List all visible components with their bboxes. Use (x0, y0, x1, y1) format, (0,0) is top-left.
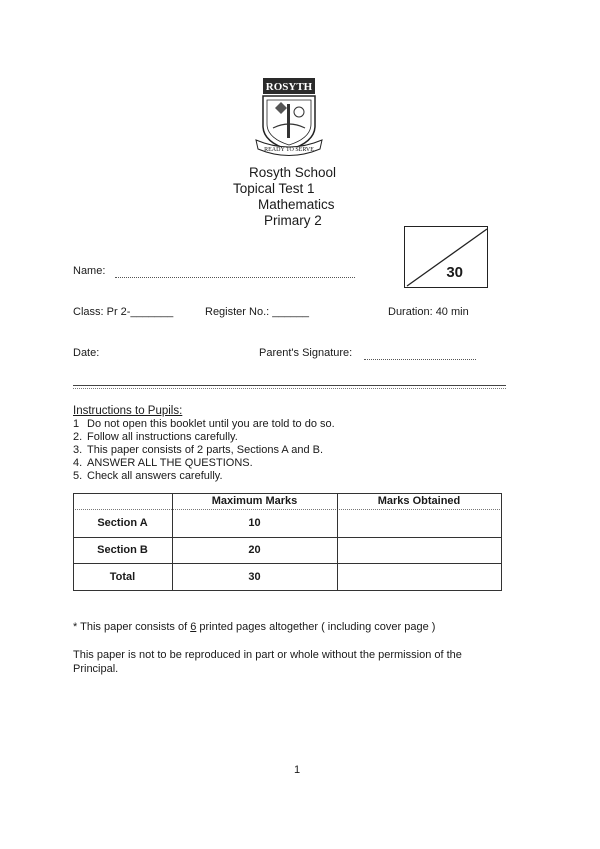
pages-note: * This paper consists of 6 printed pages altogether ( including cover page ) (73, 621, 436, 633)
copyright-note: This paper is not to be reproduced in part or whole without the permission of the Principal. (73, 649, 462, 675)
instructions-title: Instructions to Pupils: (73, 405, 183, 417)
class-field[interactable]: Class: Pr 2-_______ (73, 306, 174, 318)
section-divider (73, 385, 506, 386)
row-marks-obtained[interactable] (337, 509, 501, 537)
signature-field[interactable] (364, 359, 476, 360)
header-marks-obtained: Marks Obtained (377, 495, 461, 507)
duration-text: Duration: 40 min (388, 306, 469, 318)
section-divider-dotted (73, 388, 506, 389)
row-section-label: Total (109, 570, 136, 583)
row-marks-obtained[interactable] (337, 563, 501, 590)
signature-label: Parent's Signature: (259, 347, 353, 359)
instruction-item: 5. Check all answers carefully. (73, 470, 223, 482)
crest-motto-text: READY TO SERVE (264, 147, 314, 153)
test-name: Topical Test 1 (233, 181, 315, 196)
school-name: Rosyth School (249, 165, 337, 180)
row-section-label: Section B (97, 544, 148, 556)
register-field[interactable]: Register No.: ______ (205, 306, 309, 318)
score-box (404, 226, 488, 288)
row-max-marks: 10 (248, 517, 261, 529)
instruction-item: 2. Follow all instructions carefully. (73, 431, 238, 443)
date-label: Date: (73, 347, 100, 359)
header-maximum-marks: Maximum Marks (211, 495, 298, 507)
instruction-item: 4. ANSWER ALL THE QUESTIONS. (73, 457, 253, 469)
row-max-marks: 30 (248, 570, 261, 583)
name-label: Name: (73, 265, 106, 277)
instruction-item: 3. This paper consists of 2 parts, Sections A and B. (73, 444, 324, 456)
pages-count: 6 (190, 621, 197, 633)
row-section-label: Section A (97, 517, 148, 529)
instruction-item: 1 Do not open this booklet until you are told to do so. (73, 418, 335, 430)
subject-name: Mathematics (258, 197, 335, 212)
level-name: Primary 2 (264, 213, 322, 228)
row-max-marks: 20 (248, 544, 261, 556)
page-number: 1 (294, 764, 301, 776)
score-total: 30 (446, 264, 463, 281)
school-crest-logo (253, 76, 325, 158)
name-field[interactable] (115, 277, 355, 278)
row-marks-obtained[interactable] (337, 537, 501, 563)
marks-table (73, 493, 502, 591)
crest-name-text: ROSYTH (265, 81, 313, 93)
